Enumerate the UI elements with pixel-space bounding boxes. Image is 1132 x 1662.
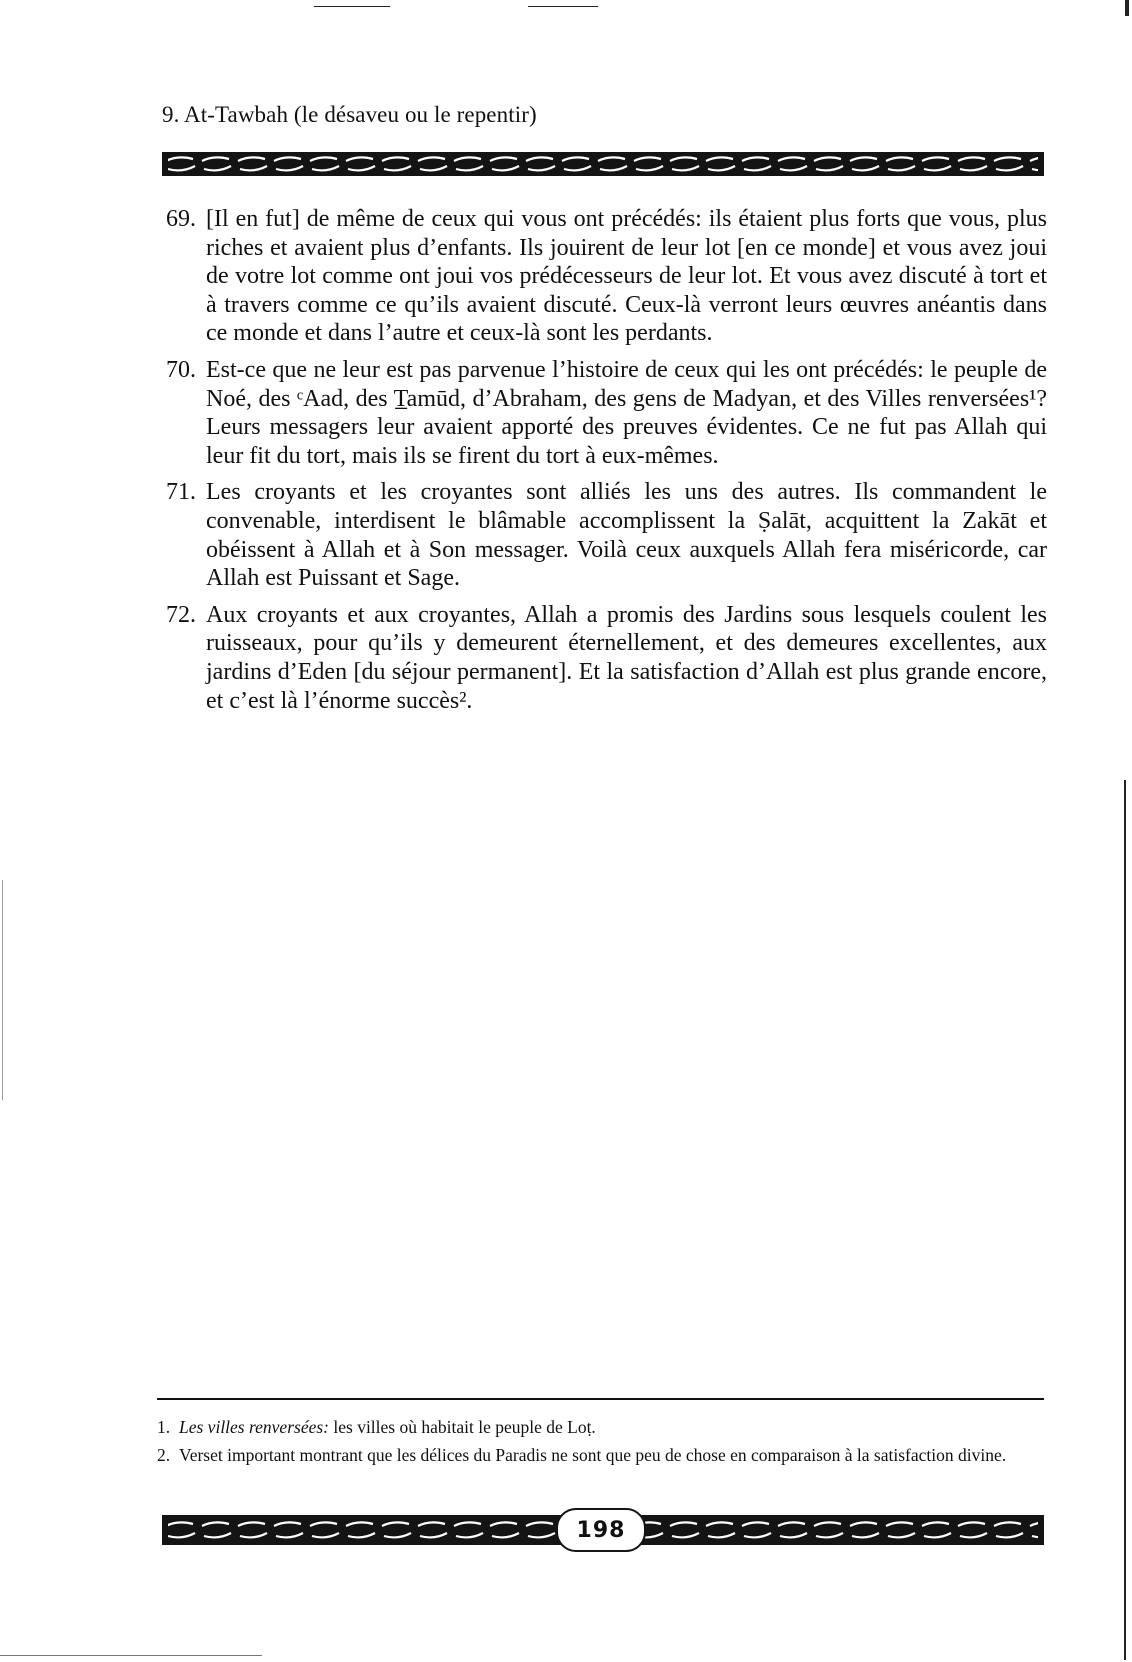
footnote-2: [157, 1445, 1047, 1466]
verse-number: 69.: [166, 206, 196, 232]
footnote-body: [179, 1417, 1047, 1438]
footnote-term: Les villes renversées:: [179, 1417, 329, 1437]
scan-edge-bottom: [0, 1655, 262, 1656]
verse-71: [155, 478, 1047, 592]
verse-72: [155, 601, 1047, 715]
scan-mark-top-right: [528, 6, 598, 7]
ornament-pattern-top: [162, 152, 1044, 176]
scan-mark-corner: [1125, 0, 1129, 16]
footnote-number: 2.: [157, 1445, 171, 1465]
scan-edge-left: [2, 880, 3, 1100]
verse-number: 70.: [166, 356, 196, 383]
ornament-band-top: [162, 152, 1044, 176]
scan-edge-right: [1124, 780, 1126, 1660]
footnote-text: Verset important montrant que les délices du Paradis ne sont que peu de chose en comparaison à la satisfaction divine.: [179, 1445, 1007, 1465]
footnote-body: [179, 1445, 1047, 1466]
footnote-text: les villes où habitait le peuple de Loṭ.: [329, 1417, 596, 1437]
footnote-1: [157, 1417, 1047, 1438]
page-number: 198: [556, 1508, 646, 1552]
footnote-list: [157, 1417, 1047, 1473]
footnote-divider: [157, 1398, 1044, 1400]
verse-number: 71.: [166, 479, 196, 506]
verse-text: Aux croyants et aux croyantes, Allah a promis des Jardins sous lesquels coulent les ruisseaux, pour qu’ils y demeurent éternellement, et des demeures excellentes, aux jardins d’Eden [du séjour permanent]. Et la satisfaction d’Allah est plus grande encore, et c’est là l’énorme succès².: [206, 601, 1047, 714]
verse-text: [Il en fut] de même de ceux qui vous ont précédés: ils étaient plus forts que vous, plus riches et avaient plus d’enfants. Ils jouirent de leur lot [en ce monde] et vous avez joui de votre lot comme ont joui vos prédécesseurs de leur lot. Et vous avez discuté à tort et à travers comme ce qu’ils avaient discuté. Ceux-là verront leurs œuvres anéantis dans ce monde et dans l’autre et ceux-là sont les perdants.: [206, 206, 1047, 347]
scan-mark-top-left: [314, 6, 390, 7]
footnote-number: 1.: [157, 1417, 171, 1437]
verse-list: [155, 205, 1047, 723]
verse-number: 72.: [166, 601, 196, 628]
verse-text: Est-ce que ne leur est pas parvenue l’histoire de ceux qui les ont précédés: le peuple de Noé, des ᶜAad, des T̲amūd, d’Abraham, des gens de Madyan, et des Villes renversées¹? Leurs messagers leur avaient apporté des preuves évidentes. Ce ne fut pas Allah qui leur fit du tort, mais ils se firent du tort à eux-mêmes.: [206, 356, 1047, 469]
verse-text: Les croyants et les croyantes sont alliés les uns des autres. Ils commandent le convenable, interdisent le blâmable accomplissent la Ṣalāt, acquittent la Zakāt et obéissent à Allah et à Son messager. Voilà ceux auxquels Allah fera miséricorde, car Allah est Puissant et Sage.: [206, 479, 1047, 592]
verse-69: [155, 205, 1047, 348]
verse-70: [155, 356, 1047, 470]
chapter-heading: 9. At-Tawbah (le désaveu ou le repentir): [162, 102, 537, 127]
